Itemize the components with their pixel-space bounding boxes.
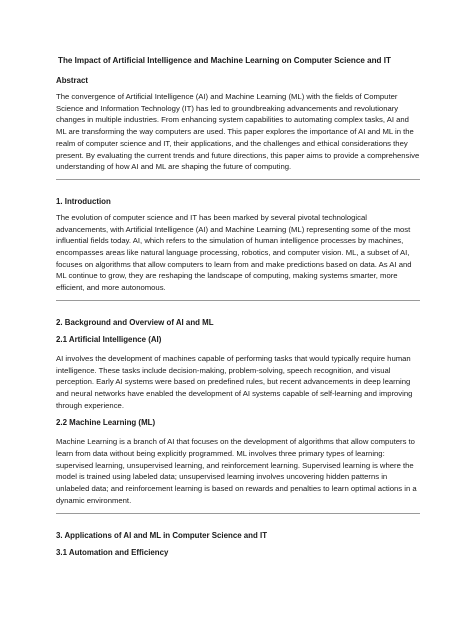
document-page xyxy=(56,55,420,558)
ai-subheading: 2.1 Artificial Intelligence (AI) xyxy=(56,334,162,344)
section-divider xyxy=(56,513,420,514)
background-heading: 2. Background and Overview of AI and ML xyxy=(56,317,214,327)
abstract-paragraph: The convergence of Artificial Intelligence (AI) and Machine Learning (ML) with the fields of Computer Science and Information Technology (IT) has led to groundbreaking advancements and revolutionary changes in multiple industries. From enhancing system capabilities to automating complex tasks, AI and ML are transforming the way computers are used. This paper explores the importance of AI and ML in the realm of computer science and IT, their applications, and the challenges and ethical considerations they present. By evaluating the current trends and future directions, this paper aims to provide a comprehensive understanding of how AI and ML are shaping the future of computing. xyxy=(56,92,420,172)
introduction-paragraph: The evolution of computer science and IT has been marked by several pivotal technological advancements, with Artificial Intelligence (AI) and Machine Learning (ML) representing some of the most influential fields today. AI, which refers to the simulation of human intelligence processes by machines, encompasses areas like natural language processing, robotics, and computer vision. ML, a subset of AI, focuses on algorithms that allow computers to learn from and make predictions based on data. As AI and ML continue to grow, they are reshaping the landscape of computing, making systems smarter, more efficient, and more autonomous. xyxy=(56,212,412,293)
applications-heading: 3. Applications of AI and ML in Computer Science and IT xyxy=(56,530,268,540)
abstract-heading: Abstract xyxy=(56,76,89,85)
ai-paragraph: AI involves the development of machines capable of performing tasks that would typically require human intelligence. These tasks include decision-making, problem-solving, speech recognition, and visual perception. Early AI systems were based on predefined rules, but recent advancements in deep learning and neural networks have enabled the development of AI systems capable of self-learning and improving through experience. xyxy=(56,353,413,410)
ml-paragraph: Machine Learning is a branch of AI that focuses on the development of algorithms that allow computers to learn from data without being explicitly programmed. ML involves three primary types of learning: supervised learning, unsupervised learning, and reinforcement learning. Supervised learning is where the model is trained using labeled data; unsupervised learning involves uncovering hidden patterns in unlabeled data; and reinforcement learning is based on rewards and penalties to learn optimal actions in a dynamic environment. xyxy=(56,437,417,505)
automation-subheading: 3.1 Automation and Efficiency xyxy=(56,547,169,557)
document-title: The Impact of Artificial Intelligence and Machine Learning on Computer Science and IT xyxy=(58,56,391,65)
ml-subheading: 2.2 Machine Learning (ML) xyxy=(56,418,156,428)
section-divider xyxy=(56,300,420,301)
introduction-heading: 1. Introduction xyxy=(56,196,111,206)
section-divider xyxy=(56,179,420,180)
